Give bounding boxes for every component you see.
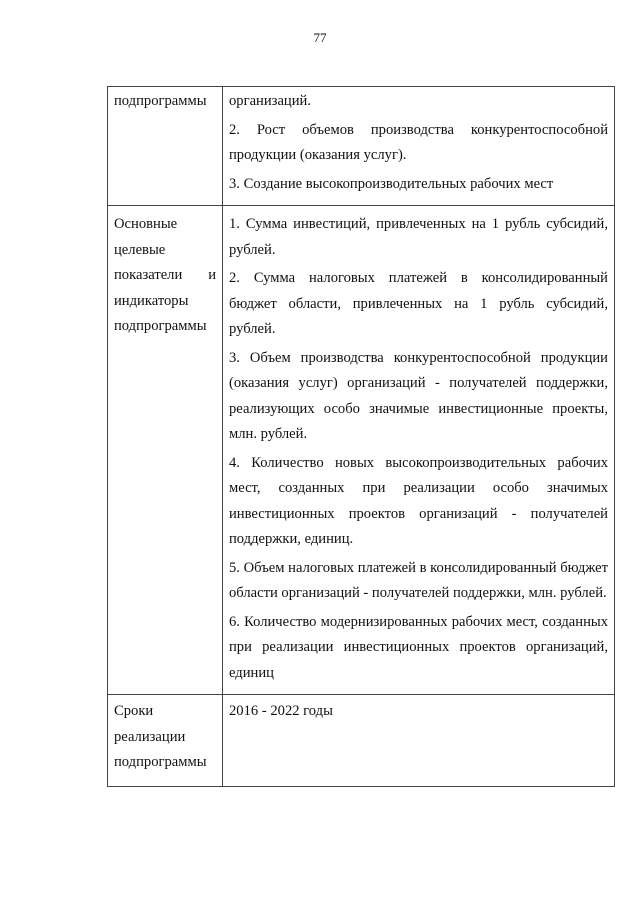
label-line: реализации (114, 728, 186, 745)
label-line: целевые (114, 241, 166, 258)
content-paragraph: 5. Объем налоговых платежей в консолидированный бюджет области организаций - получателей поддержки, млн. рублей. (229, 559, 608, 601)
row-label (108, 206, 223, 695)
content-paragraph: 1. Сумма инвестиций, привлеченных на 1 рубль субсидий, рублей. (229, 216, 608, 258)
row-label (108, 87, 223, 206)
label-line: индикаторы (114, 292, 189, 309)
label-line (114, 263, 216, 289)
label-line: Сроки (114, 703, 154, 719)
label-line: подпрограммы (114, 318, 207, 334)
content-paragraph: 6. Количество модернизированных рабочих мест, созданных при реализации инвестиционных проектов организаций, единиц (229, 613, 608, 681)
content-paragraph: организаций. (229, 93, 311, 109)
page-number: 77 (313, 30, 327, 45)
label-word: показатели (114, 267, 183, 283)
content-paragraph: 3. Создание высокопроизводительных рабочих мест (229, 175, 554, 192)
row-content (223, 87, 615, 206)
table-row (108, 695, 615, 787)
label-word: и (208, 267, 216, 283)
content-paragraph: 3. Объем производства конкурентоспособной продукции (оказания услуг) организаций - получателей поддержки, реализующих особо значимые инвестиционные проекты, млн. рублей. (229, 349, 608, 442)
row-label (108, 695, 223, 787)
row-content (223, 695, 615, 787)
label-line: подпрограммы (114, 754, 207, 770)
label-line: Основные (114, 216, 178, 232)
content-paragraph: 2. Сумма налоговых платежей в консолидированный бюджет области, привлеченных на 1 рубль субсидий, рублей. (229, 270, 608, 337)
table-row (108, 206, 615, 695)
row-content (223, 206, 615, 695)
content-paragraph: 2. Рост объемов производства конкурентоспособной продукции (оказания услуг). (229, 121, 608, 163)
subprogram-passport-table (107, 86, 615, 787)
table-row (108, 87, 615, 206)
label-line: подпрограммы (114, 93, 207, 109)
content-paragraph: 4. Количество новых высокопроизводительных рабочих мест, созданных при реализации особо значимых инвестиционных проектов организаций - получателей поддержки, единиц. (229, 454, 608, 547)
content-paragraph: 2016 - 2022 годы (229, 703, 333, 719)
